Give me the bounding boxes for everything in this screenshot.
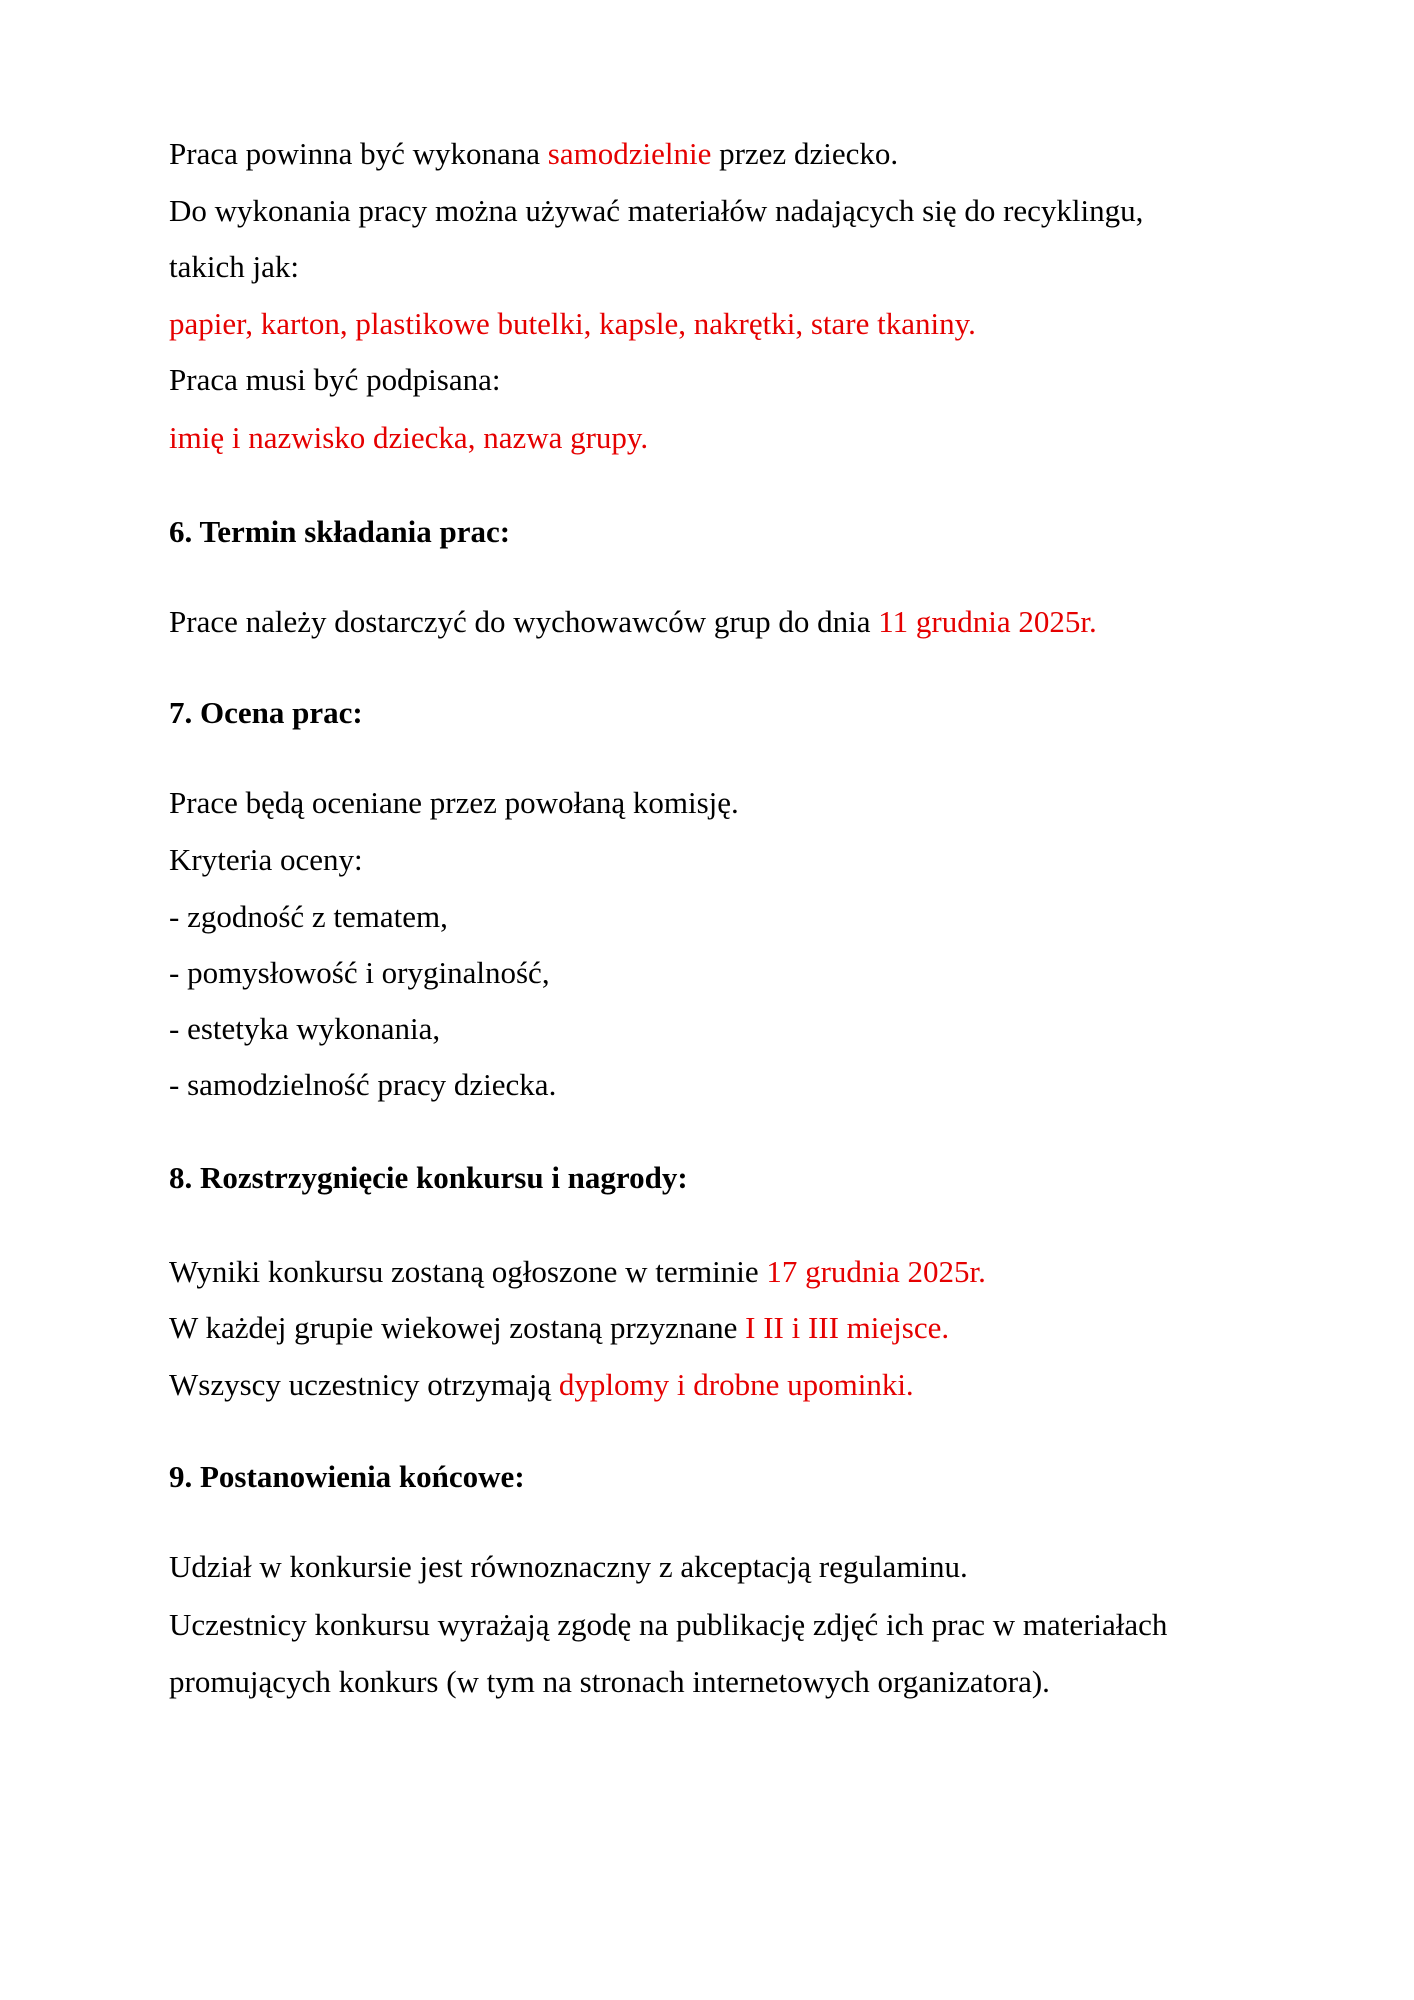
text-segment: Wszyscy uczestnicy otrzymają	[169, 1367, 559, 1402]
section-9-line-3: promujących konkurs (w tym na stronach internetowych organizatora).	[169, 1664, 1050, 1699]
section-8-heading: 8. Rozstrzygnięcie konkursu i nagrody:	[169, 1160, 688, 1195]
criteria-item: - zgodność z tematem,	[169, 899, 448, 934]
criteria-item: - estetyka wykonania,	[169, 1011, 441, 1046]
places-awarded: I II i III miejsce.	[745, 1310, 950, 1345]
section-7-line-2: Kryteria oceny:	[169, 842, 363, 877]
intro-line-1	[169, 138, 898, 169]
intro-line-3: takich jak:	[169, 249, 299, 284]
intro-line-2: Do wykonania pracy można używać materiałów nadających się do recyklingu,	[169, 193, 1144, 228]
deadline-date: 11 grudnia 2025r.	[878, 604, 1097, 639]
highlight-text: samodzielnie	[547, 136, 712, 171]
text-segment: przez dziecko.	[711, 136, 899, 171]
section-8-line-3	[169, 1369, 914, 1400]
prizes-text: dyplomy i drobne upominki.	[558, 1367, 914, 1402]
materials-list: papier, karton, plastikowe butelki, kapsle, nakrętki, stare tkaniny.	[169, 306, 976, 341]
text-segment: Prace należy dostarczyć do wychowawców grup do dnia	[169, 604, 879, 639]
section-9-line-2: Uczestnicy konkursu wyrażają zgodę na publikację zdjęć ich prac w materiałach	[169, 1607, 1168, 1642]
section-8-line-1	[169, 1256, 986, 1287]
section-7-heading: 7. Ocena prac:	[169, 695, 363, 730]
signature-requirements: imię i nazwisko dziecka, nazwa grupy.	[169, 420, 649, 455]
section-9-heading: 9. Postanowienia końcowe:	[169, 1459, 525, 1494]
intro-line-5: Praca musi być podpisana:	[169, 362, 501, 397]
section-9-line-1: Udział w konkursie jest równoznaczny z akceptacją regulaminu.	[169, 1549, 968, 1584]
section-6-heading: 6. Termin składania prac:	[169, 514, 511, 549]
criteria-item: - pomysłowość i oryginalność,	[169, 955, 550, 990]
text-segment: Wyniki konkursu zostaną ogłoszone w terminie	[169, 1254, 767, 1289]
results-date: 17 grudnia 2025r.	[766, 1254, 986, 1289]
text-segment: Praca powinna być wykonana	[169, 136, 548, 171]
criteria-item: - samodzielność pracy dziecka.	[169, 1067, 557, 1102]
section-6-line-1	[169, 606, 1097, 637]
text-segment: W każdej grupie wiekowej zostaną przyznane	[169, 1310, 746, 1345]
section-8-line-2	[169, 1312, 949, 1343]
section-7-line-1: Prace będą oceniane przez powołaną komisję.	[169, 785, 739, 820]
